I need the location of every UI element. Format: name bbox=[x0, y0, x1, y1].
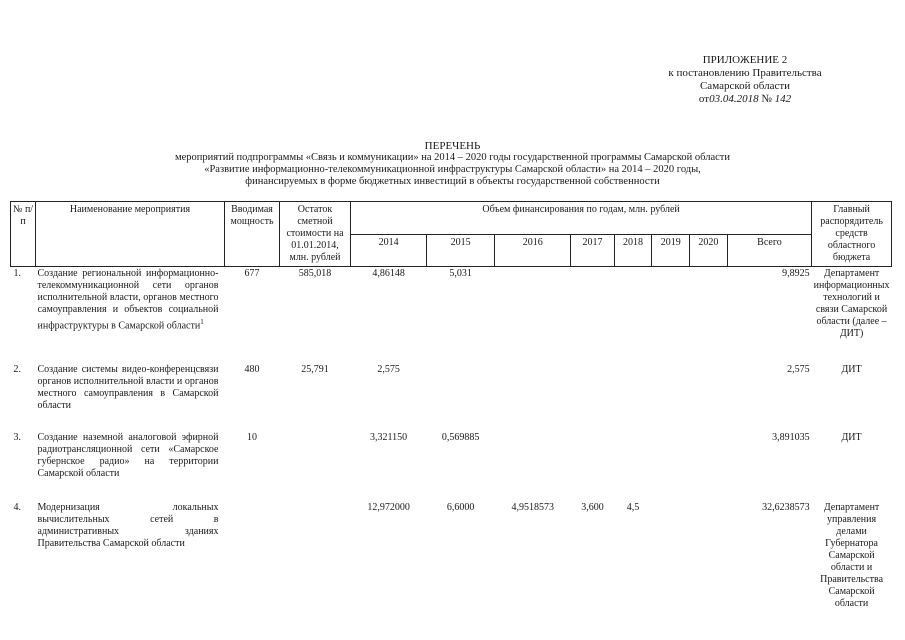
row-num: 1. bbox=[13, 268, 21, 279]
header-name: Наименование мероприятия bbox=[36, 202, 225, 267]
row-y2016: 4,9518573 bbox=[511, 502, 554, 513]
row-y2019 bbox=[652, 267, 690, 364]
appendix-number: 142 bbox=[774, 93, 792, 105]
appendix-date-line bbox=[640, 93, 850, 106]
row-name bbox=[36, 431, 225, 501]
row-y2017 bbox=[571, 431, 614, 501]
row-capacity: 10 bbox=[247, 432, 257, 443]
header-year: 2015 bbox=[427, 234, 495, 267]
row-y2018 bbox=[614, 363, 652, 431]
row-name-text: Модернизация локальных вычислительных сетей в административных зданиях Правительства Самарской области bbox=[37, 502, 219, 549]
row-admin: ДИТ bbox=[841, 432, 862, 443]
document-title: ПЕРЕЧЕНЬ bbox=[424, 140, 481, 152]
row-y2017 bbox=[571, 363, 614, 431]
row-y2014: 4,86148 bbox=[372, 268, 405, 279]
row-y2019 bbox=[652, 363, 690, 431]
row-total: 32,6238573 bbox=[762, 502, 810, 513]
header-admin: Главный распорядитель средств областного бюджета bbox=[812, 202, 892, 267]
row-capacity: 480 bbox=[244, 364, 260, 375]
header-year: 2014 bbox=[351, 234, 427, 267]
document-heading bbox=[100, 140, 805, 188]
row-remainder bbox=[280, 501, 351, 611]
appendix-title: ПРИЛОЖЕНИЕ 2 bbox=[702, 54, 788, 66]
row-name-text: Создание наземной аналоговой эфирной радиотрансляционной сети «Самарское губернское радио» на территории Самарской области bbox=[37, 432, 219, 479]
appendix-number-label: № bbox=[761, 93, 772, 105]
row-num: 4. bbox=[13, 502, 21, 513]
row-y2018: 4,5 bbox=[626, 502, 640, 513]
row-total: 3,891035 bbox=[772, 432, 810, 443]
row-capacity bbox=[225, 501, 280, 611]
row-y2014: 3,321150 bbox=[370, 432, 408, 443]
row-num: 2. bbox=[13, 364, 21, 375]
header-num: № п/п bbox=[11, 202, 36, 267]
row-remainder: 585,018 bbox=[298, 268, 332, 279]
header-capacity: Вводимая мощность bbox=[225, 202, 280, 267]
row-y2016 bbox=[495, 431, 571, 501]
header-year: 2017 bbox=[571, 234, 614, 267]
header-total: Всего bbox=[727, 234, 811, 267]
row-y2020 bbox=[690, 363, 728, 431]
row-remainder: 25,791 bbox=[301, 364, 329, 375]
row-y2018 bbox=[614, 431, 652, 501]
row-y2017 bbox=[571, 267, 614, 364]
measures-table bbox=[10, 201, 892, 611]
row-y2020 bbox=[690, 267, 728, 364]
appendix-date-prefix: от bbox=[698, 93, 710, 105]
appendix-block bbox=[640, 54, 850, 106]
row-y2015 bbox=[427, 363, 495, 431]
row-y2016 bbox=[495, 363, 571, 431]
row-admin: Департамент информационных технологий и связи Самарской области (далее – ДИТ) bbox=[813, 268, 890, 339]
row-y2014: 2,575 bbox=[377, 364, 400, 375]
row-y2015: 6,6000 bbox=[446, 502, 475, 513]
row-total: 2,575 bbox=[787, 364, 810, 375]
row-total: 9,8925 bbox=[782, 268, 810, 279]
row-y2020 bbox=[690, 501, 728, 611]
row-y2017: 3,600 bbox=[581, 502, 604, 513]
header-funding: Объем финансирования по годам, млн. рублей bbox=[351, 202, 812, 235]
row-name-text: Создание региональной информационно-телекоммуникационной сети органов исполнительной власти, органов местного самоуправления и объектов социальной инфраструктуры в Самарской области bbox=[37, 268, 219, 332]
table-row bbox=[11, 431, 892, 501]
row-y2014: 12,972000 bbox=[367, 502, 410, 513]
row-y2016 bbox=[495, 267, 571, 364]
header-year: 2016 bbox=[495, 234, 571, 267]
heading-line-2: мероприятий подпрограммы «Связь и коммуникации» на 2014 – 2020 годы государственной программы Самарской области bbox=[174, 152, 730, 163]
appendix-resolution: к постановлению Правительства bbox=[668, 67, 822, 79]
row-admin: Департамент управления делами Губернатора Самарской области и Правительства Самарской области bbox=[820, 502, 884, 609]
header-year: 2018 bbox=[614, 234, 652, 267]
row-admin: ДИТ bbox=[841, 364, 862, 375]
row-y2020 bbox=[690, 431, 728, 501]
appendix-date: 03.04.2018 bbox=[709, 93, 759, 105]
row-remainder bbox=[280, 431, 351, 501]
header-remainder: Остаток сметной стоимости на 01.01.2014, млн. рублей bbox=[280, 202, 351, 267]
header-year: 2020 bbox=[690, 234, 728, 267]
appendix-region: Самарской области bbox=[699, 80, 791, 92]
row-y2015: 0,569885 bbox=[441, 432, 480, 443]
row-num: 3. bbox=[13, 432, 21, 443]
table-row bbox=[11, 363, 892, 431]
row-name-text: Создание системы видео-конференцсвязи органов исполнительной власти и органов местного самоуправления в Самарской области bbox=[37, 364, 219, 411]
table-row bbox=[11, 501, 892, 611]
heading-line-4: финансируемых в форме бюджетных инвестиций в объекты государственной собственности bbox=[245, 176, 660, 187]
row-y2019 bbox=[652, 431, 690, 501]
header-year: 2019 bbox=[652, 234, 690, 267]
heading-line-3: «Развитие информационно-телекоммуникационной инфраструктуры Самарской области» на 2014 – 2020 годы, bbox=[204, 164, 701, 175]
row-name bbox=[36, 363, 225, 431]
row-footnote: 1 bbox=[200, 318, 204, 326]
row-name bbox=[36, 501, 225, 611]
row-y2018 bbox=[614, 267, 652, 364]
row-y2015: 5,031 bbox=[449, 268, 472, 279]
row-capacity: 677 bbox=[244, 268, 260, 279]
row-name bbox=[36, 267, 225, 364]
table-row bbox=[11, 267, 892, 364]
row-y2019 bbox=[652, 501, 690, 611]
